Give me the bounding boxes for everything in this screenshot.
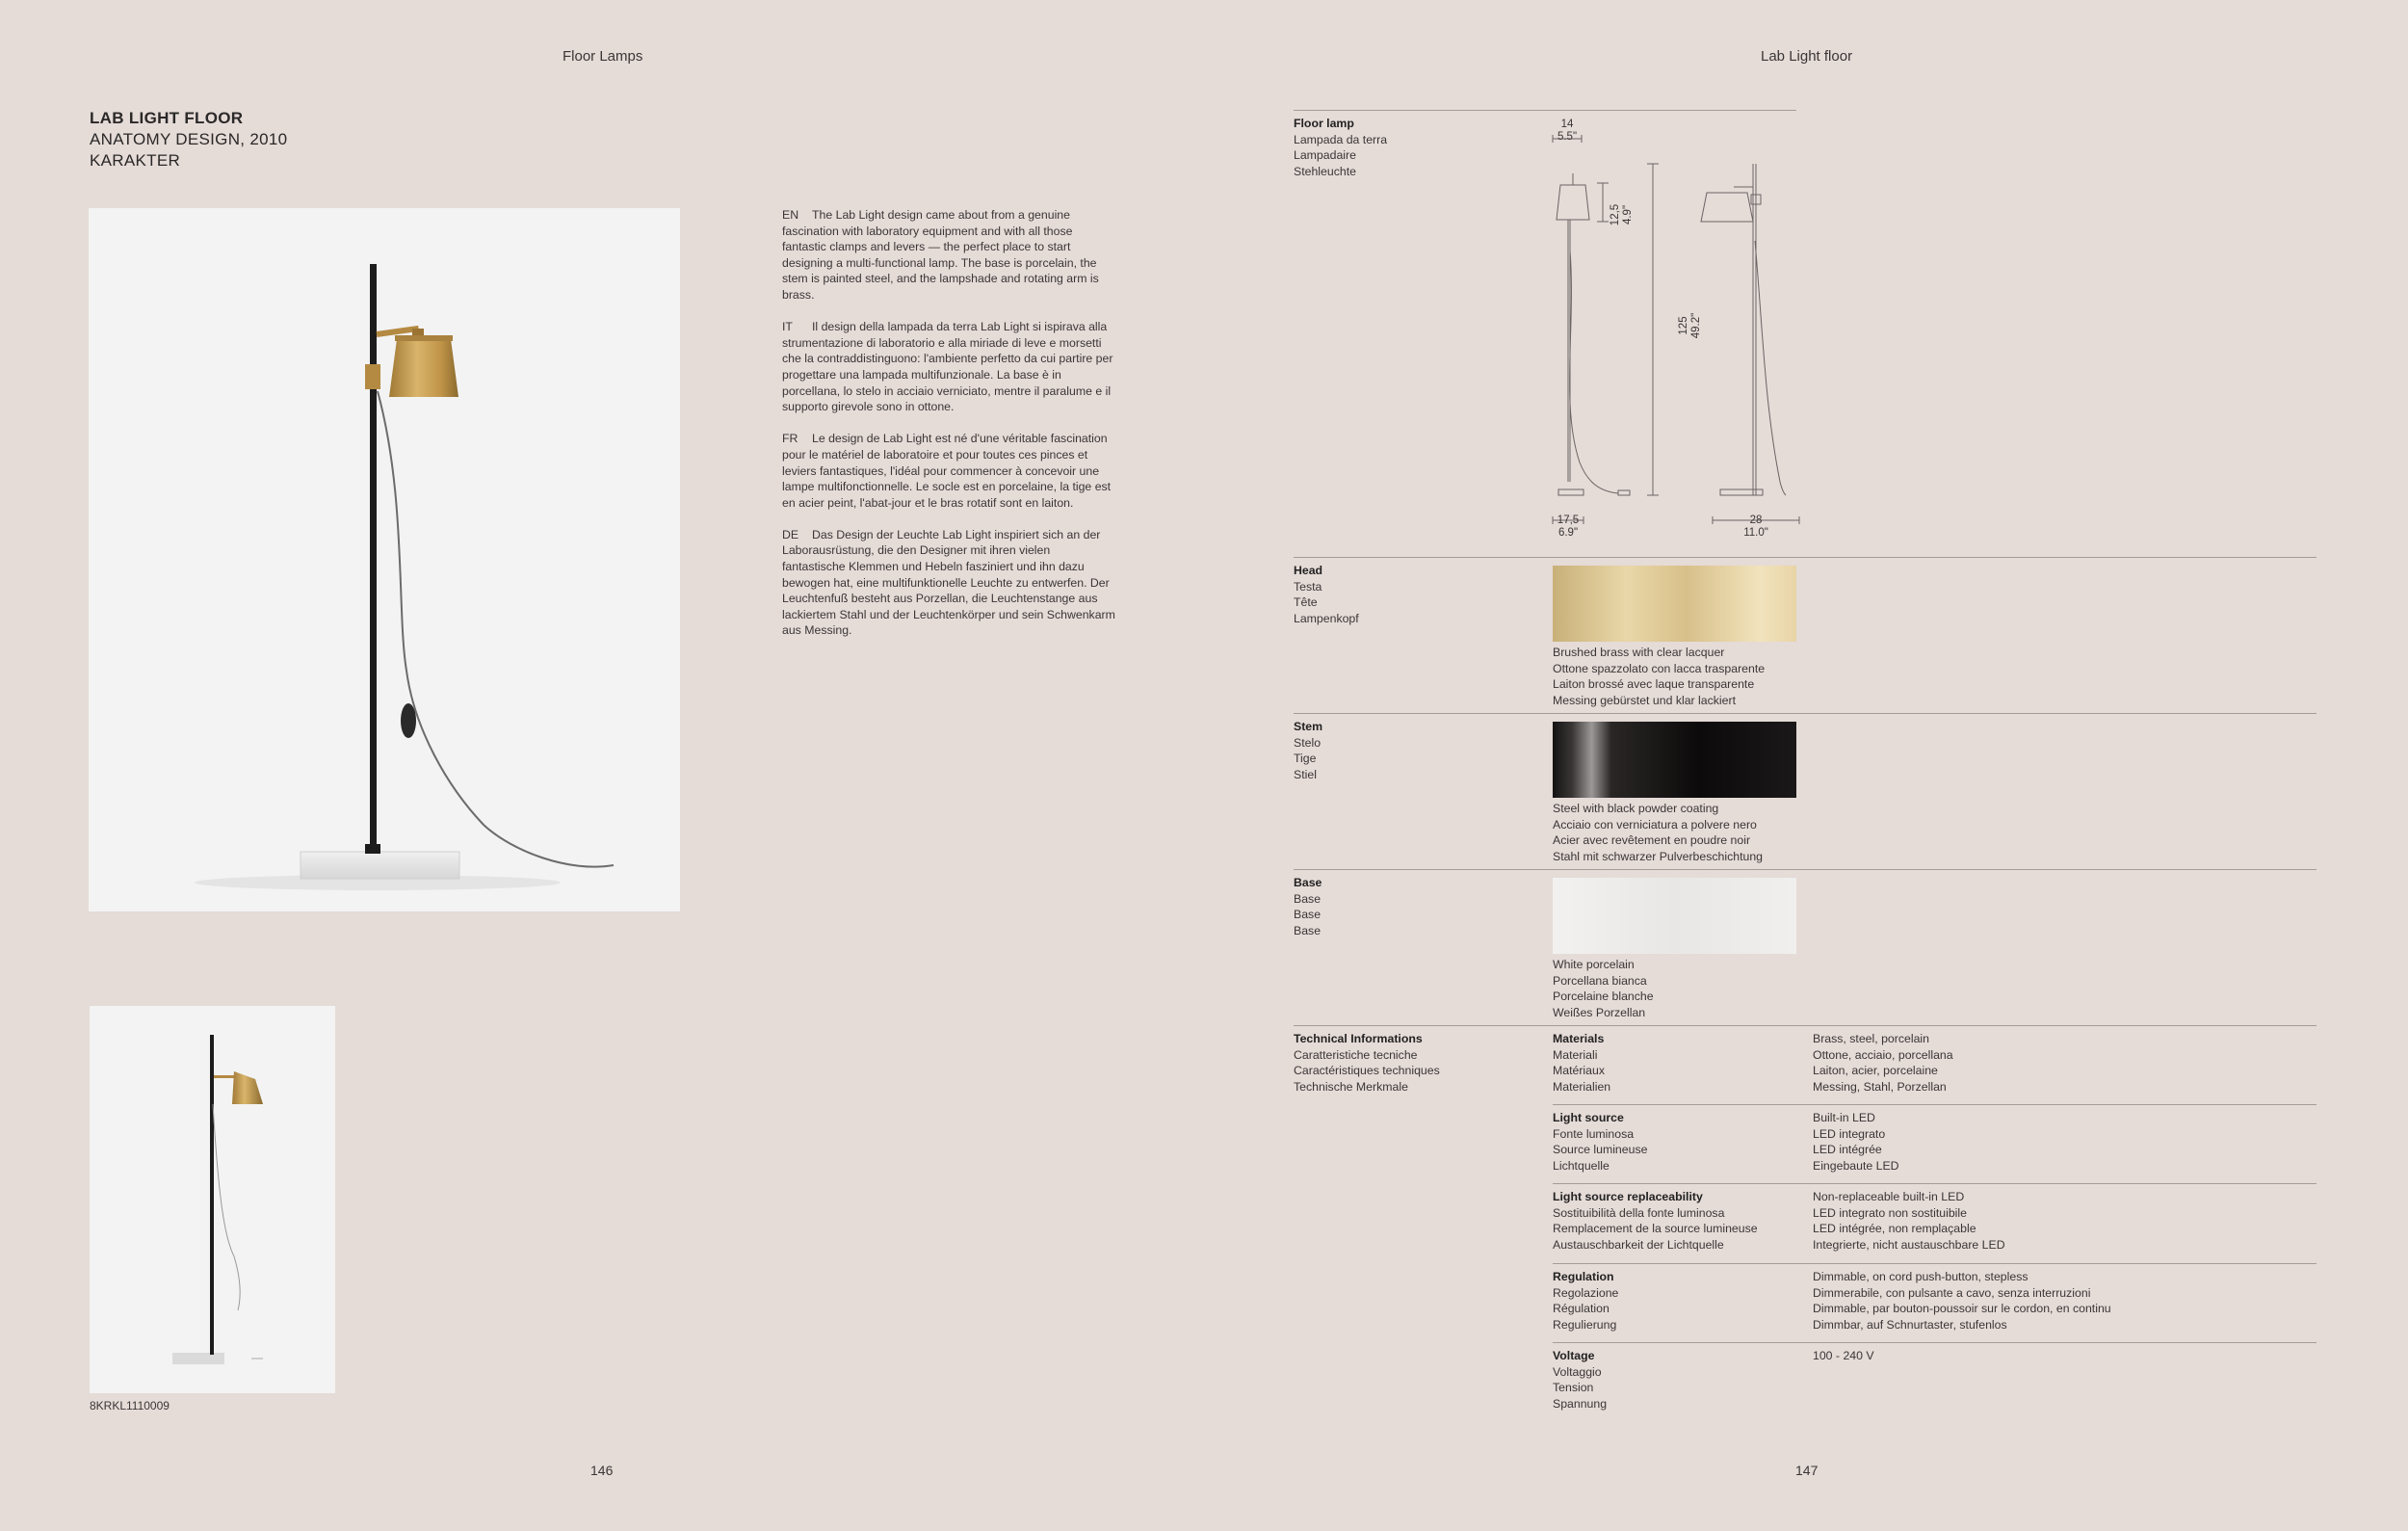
description-fr: FR Le design de Lab Light est né d'une véritable fascination pour le matériel de laboratoire et pour toutes ces pinces et leviers fantastiques, l'idéal pour commencer à concevoir une lampe multifonctionnelle. Le socle est en porcelaine, la tige est en acier peint, l'abat-jour et le bras rotatif sont en laiton. [782, 432, 1112, 510]
divider-top [1294, 110, 1796, 111]
product-designer: ANATOMY DESIGN, 2010 [90, 130, 288, 148]
floor-lamp-illustration [89, 208, 680, 911]
floor-lamp-thumbnail-illustration [90, 1006, 335, 1393]
divider-base [1294, 869, 2316, 870]
product-title: LAB LIGHT FLOOR [90, 109, 244, 127]
divider-head [1294, 557, 2316, 558]
dim-base-width: 17,5 6.9" [1557, 515, 1580, 539]
spec-light-source-name: Light source Fonte luminosa Source lumineuse Lichtquelle [1553, 1111, 1648, 1173]
spec-regulation-name: Regulation Regolazione Régulation Regulierung [1553, 1270, 1619, 1332]
page-number-left: 146 [590, 1463, 614, 1478]
spec-replaceability-name: Light source replaceability Sostituibilità della fonte luminosa Remplacement de la source lumineuse Austauschbarkeit der Lichtquelle [1553, 1190, 1758, 1252]
floor-lamp-labels: Floor lamp Lampada da terra Lampadaire Stehleuchte [1294, 117, 1388, 178]
description-it: IT Il design della lampada da terra Lab Light si ispirava alla strumentazione di laboratorio e alla miriade di leve e morsetti che la contraddistinguono: l'ambiente perfetto da cui partire per progettare una lampada multifunzionale. La base è in porcellana, lo stelo in acciaio verniciato, mentre il paralume e il supporto girevole sono in ottone. [782, 320, 1113, 414]
dim-shade-height: 12,5 4.9" [1610, 203, 1634, 226]
running-head-left: Floor Lamps [563, 48, 643, 65]
base-finish-description: White porcelain Porcellana bianca Porcelaine blanche Weißes Porzellan [1553, 958, 1654, 1019]
head-finish-description: Brushed brass with clear lacquer Ottone spazzolato con lacca trasparente Laiton brossé avec laque transparente Messing gebürstet und klar lackiert [1553, 646, 1766, 707]
technical-labels: Technical Informations Caratteristiche tecniche Caractéristiques techniques Technische Merkmale [1294, 1032, 1440, 1094]
dim-shade-width: 14 5.5" [1557, 119, 1578, 143]
description-text [782, 207, 1115, 655]
black-steel-swatch [1553, 722, 1796, 798]
divider-stem [1294, 713, 2316, 714]
head-labels: Head Testa Tête Lampenkopf [1294, 564, 1359, 625]
spec-voltage-name: Voltage Voltaggio Tension Spannung [1553, 1349, 1608, 1411]
running-head-right: Lab Light floor [1761, 48, 1853, 65]
dimension-drawing [1541, 116, 1801, 549]
product-photo-small [90, 1006, 335, 1393]
divider-replaceability [1553, 1183, 2316, 1184]
page-number-right: 147 [1795, 1463, 1819, 1478]
product-title-block [90, 108, 287, 172]
spec-regulation-value: Dimmable, on cord push-button, stepless Dimmerabile, con pulsante a cavo, senza interruzioni Dimmable, par bouton-poussoir sur le cordon, en continu Dimmbar, auf Schnurtaster, stufenlos [1813, 1270, 2111, 1332]
divider-light-source [1553, 1104, 2316, 1105]
product-brand: KARAKTER [90, 151, 181, 170]
stem-labels: Stem Stelo Tige Stiel [1294, 720, 1323, 781]
dim-base-depth: 28 11.0" [1743, 515, 1768, 539]
divider-voltage [1553, 1342, 2316, 1343]
divider-technical [1294, 1025, 2316, 1026]
spec-replaceability-value: Non-replaceable built-in LED LED integrato non sostituibile LED intégrée, non remplaçable Integrierte, nicht austauschbare LED [1813, 1190, 2005, 1252]
product-photo-main [89, 208, 680, 911]
product-code: 8KRKL1110009 [90, 1399, 170, 1412]
dim-total-height: 125 49.2" [1678, 312, 1702, 339]
description-en: EN The Lab Light design came about from a genuine fascination with laboratory equipment and with all those fantastic clamps and levers — the perfect place to start designing a multi-functional lamp. The base is porcelain, the stem is painted steel, and the lampshade and rotating arm is brass. [782, 208, 1099, 302]
base-labels: Base Base Base Base [1294, 876, 1322, 937]
spec-light-source-value: Built-in LED LED integrato LED intégrée Eingebaute LED [1813, 1111, 1899, 1173]
white-porcelain-swatch [1553, 878, 1796, 954]
spec-voltage-value: 100 - 240 V [1813, 1349, 1874, 1362]
brass-swatch [1553, 566, 1796, 642]
stem-finish-description: Steel with black powder coating Acciaio con verniciatura a polvere nero Acier avec revêtement en poudre noir Stahl mit schwarzer Pulverbeschichtung [1553, 802, 1764, 863]
lamp-technical-drawing [1541, 116, 1801, 549]
divider-regulation [1553, 1263, 2316, 1264]
description-de: DE Das Design der Leuchte Lab Light inspiriert sich an der Laborausrüstung, die den Designer mit ihren vielen fantastische Klemmen und Hebeln fasziniert und ihn dazu bewogen hat, eine multifunktionelle Leuchte zu entwerfen. Der Leuchtenfuß besteht aus Porzellan, die Leuchtenstange aus lackiertem Stahl und der Leuchtenkörper und sein Schwenkarm aus Messing. [782, 527, 1115, 638]
spec-materials-name: Materials Materiali Matériaux Materialien [1553, 1032, 1611, 1094]
spec-materials-value: Brass, steel, porcelain Ottone, acciaio, porcellana Laiton, acier, porcelaine Messing, Stahl, Porzellan [1813, 1032, 1953, 1094]
